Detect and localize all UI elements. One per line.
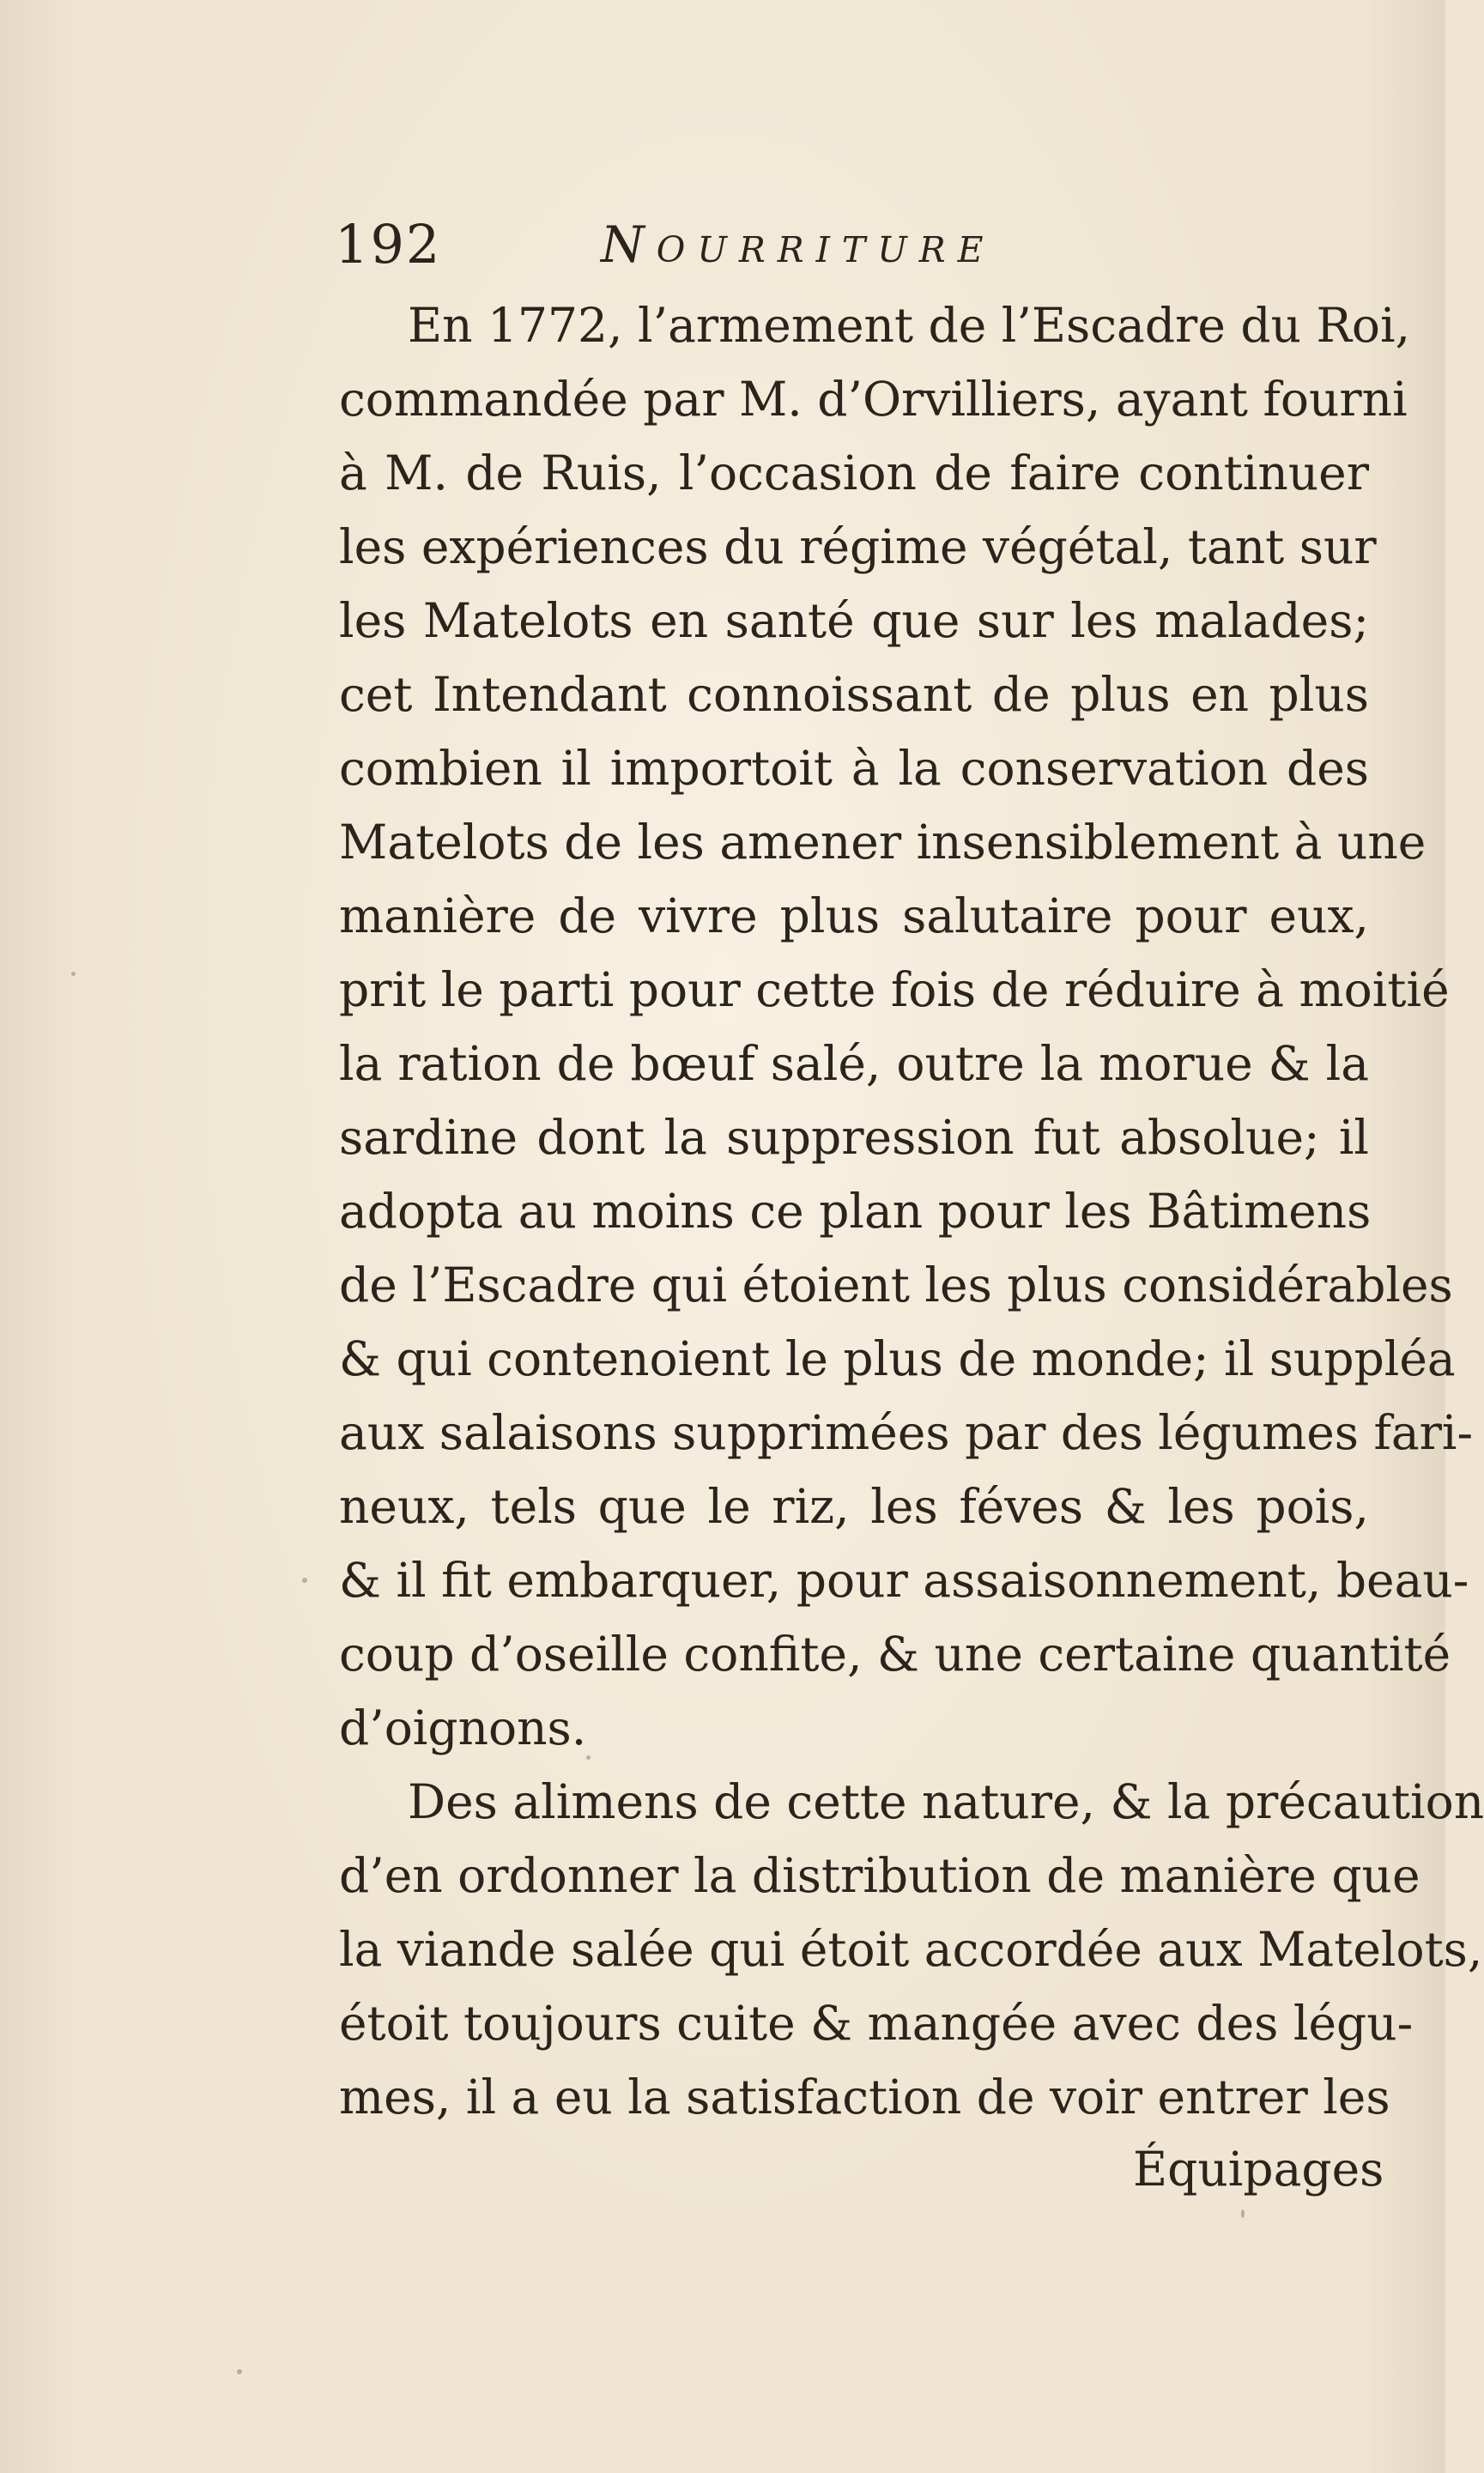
text-line: cet Intendant connoissant de plus en plus	[339, 667, 1369, 722]
text-line: adopta au moins ce plan pour les Bâtimens	[339, 1184, 1372, 1239]
text-line: la viande salée qui étoit accordée aux Matelots,	[339, 1922, 1483, 1977]
paper-speck	[1241, 2209, 1245, 2218]
catchword: Équipages	[1133, 2142, 1384, 2197]
paper-speck	[302, 1578, 307, 1583]
text-line: Des alimens de cette nature, & la précaution	[408, 1774, 1484, 1829]
text-line: d’oignons.	[339, 1700, 587, 1755]
text-line: sardine dont la suppression fut absolue; il	[339, 1110, 1369, 1165]
text-line: combien il importoit à la conservation des	[339, 741, 1369, 796]
text-line: prit le parti pour cette fois de réduire à moitié	[339, 962, 1450, 1017]
page-header	[335, 206, 1382, 283]
text-line: Matelots de les amener insensiblement à une	[339, 815, 1426, 870]
text-line: les expériences du régime végétal, tant sur	[339, 519, 1377, 574]
text-line: En 1772, l’armement de l’Escadre du Roi,	[408, 298, 1411, 353]
paper-speck	[71, 972, 76, 976]
text-line: étoit toujours cuite & mangée avec des légu-	[339, 1996, 1414, 2051]
text-line: les Matelots en santé que sur les malades;	[339, 593, 1369, 648]
text-line: à M. de Ruis, l’occasion de faire continuer	[339, 446, 1369, 500]
text-line: d’en ordonner la distribution de manière que	[339, 1848, 1420, 1903]
body-text	[339, 288, 1484, 2134]
paper-speck	[237, 2369, 242, 2374]
text-line: commandée par M. d’Orvilliers, ayant fourni	[339, 372, 1408, 427]
text-line: la ration de bœuf salé, outre la morue & la	[339, 1036, 1369, 1091]
paper-speck	[586, 1755, 591, 1760]
text-line: manière de vivre plus salutaire pour eux,	[339, 888, 1369, 943]
text-line: aux salaisons supprimées par des légumes fari-	[339, 1405, 1474, 1460]
running-title: Nourriture	[601, 215, 996, 274]
text-line: mes, il a eu la satisfaction de voir entrer les	[339, 2070, 1390, 2124]
text-line: coup d’oseille confite, & une certaine quantité	[339, 1627, 1451, 1682]
text-line: de l’Escadre qui étoient les plus considérables	[339, 1258, 1453, 1312]
text-line: & qui contenoient le plus de monde; il suppléa	[339, 1331, 1456, 1386]
page-number: 192	[335, 213, 442, 276]
text-line: neux, tels que le riz, les féves & les pois,	[339, 1479, 1369, 1534]
text-line: & il fit embarquer, pour assaisonnement, beau-	[339, 1553, 1469, 1608]
